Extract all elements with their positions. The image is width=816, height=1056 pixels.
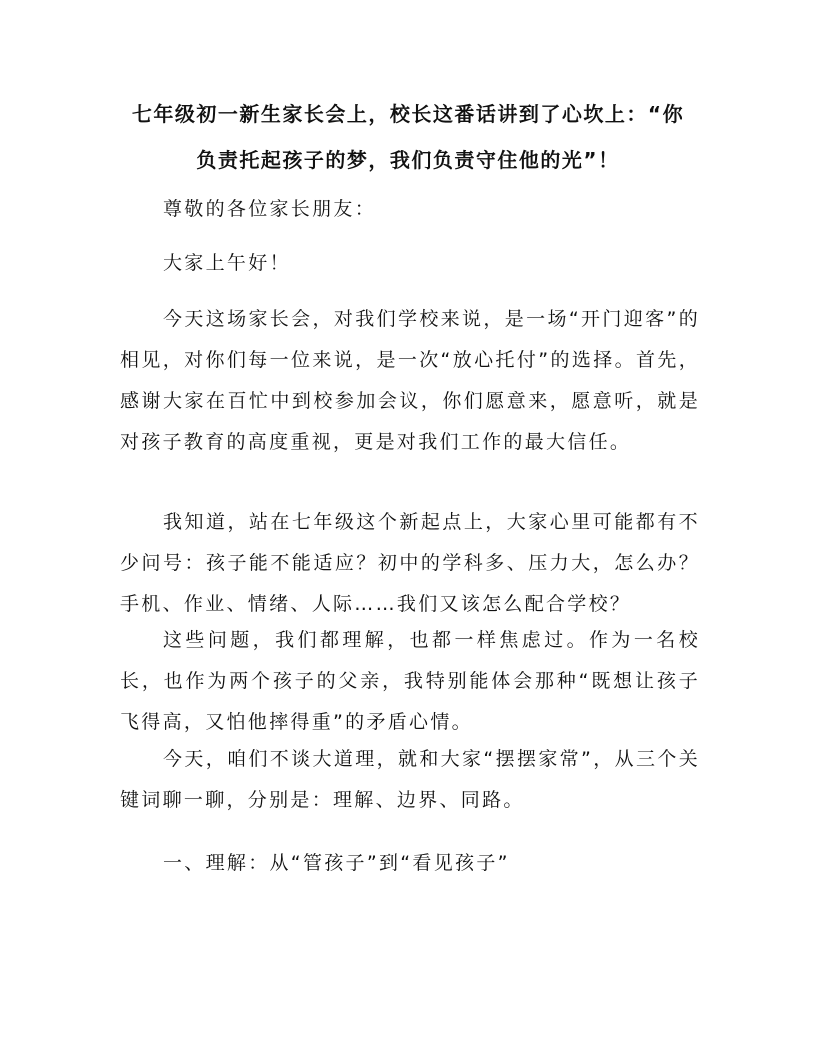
paragraph: 这些问题，我们都理解，也都一样焦虑过。作为一名校长，也作为两个孩子的父亲，我特别能体会那种“既想让孩子飞得高，又怕他摔得重”的矛盾心情。 — [120, 629, 700, 733]
paragraph: 今天，咱们不谈大道理，就和大家“摆摆家常”，从三个关键词聊一聊，分别是：理解、边界、同路。 — [120, 748, 700, 811]
document-title-line-1: 七年级初一新生家长会上，校长这番话讲到了心坎上：“你 — [131, 102, 685, 126]
section-heading: 一、理解：从“管孩子”到“看见孩子” — [163, 852, 510, 874]
salutation: 尊敬的各位家长朋友： — [163, 198, 377, 220]
paragraph: 今天这场家长会，对我们学校来说，是一场“开门迎客”的相见，对你们每一位来说，是一次“放心托付”的选择。首先，感谢大家在百忙中到校参加会议，你们愿意来，愿意听，就是对孩子教育的高度重视，更是对我们工作的最大信任。 — [120, 308, 700, 453]
greeting: 大家上午好！ — [163, 252, 291, 274]
document-title-line-2: 负责托起孩子的梦，我们负责守住他的光”！ — [196, 148, 620, 172]
paragraph: 我知道，站在七年级这个新起点上，大家心里可能都有不少问号：孩子能不能适应？初中的学科多、压力大，怎么办？手机、作业、情绪、人际……我们又该怎么配合学校？ — [120, 511, 700, 615]
